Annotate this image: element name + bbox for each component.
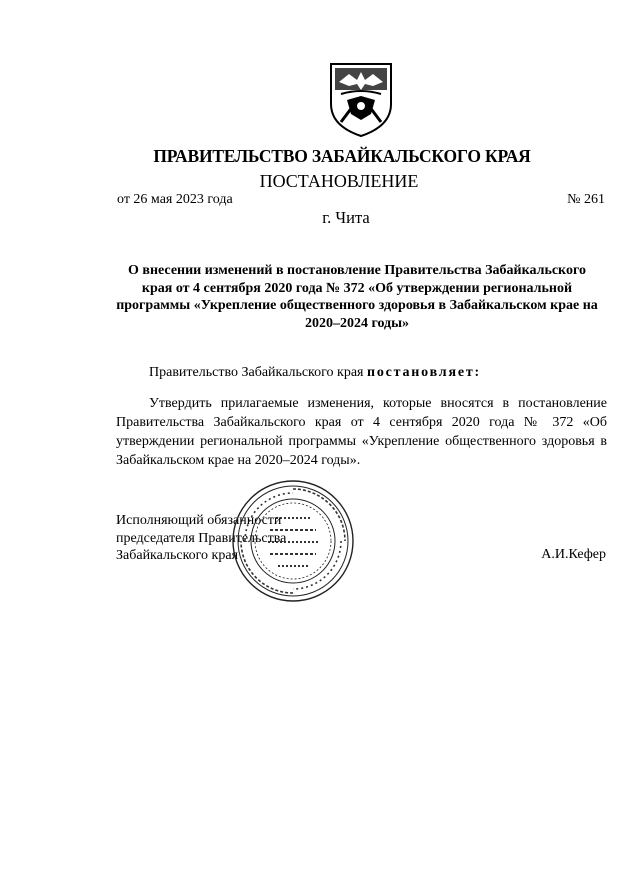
document-type: ПОСТАНОВЛЕНИЕ xyxy=(259,171,419,191)
signer-name: А.И.Кефер xyxy=(541,547,606,562)
signer-line-3: Забайкальского края xyxy=(116,548,239,563)
government-name: ПРАВИТЕЛЬСТВО ЗАБАЙКАЛЬСКОГО КРАЯ xyxy=(153,146,531,166)
document-title: О внесении изменений в постановление Правительства Забайкальского края от 4 сентября 2020 года № 372 «Об утверждении региональной программы «Укрепление общественного здоровья в Забайкальском крае на 2020–2024 годы» xyxy=(116,263,598,331)
decree-verb: постановляет: xyxy=(366,365,481,380)
official-stamp-icon xyxy=(230,478,356,604)
document-number: № 261 xyxy=(567,192,605,207)
signer-line-2: председателя Правительства xyxy=(116,530,287,546)
decree-line xyxy=(149,365,481,381)
coat-of-arms-icon xyxy=(327,60,395,138)
document-body: Утвердить прилагаемые изменения, которые вносятся в постановление Правительства Забайкальского края от 4 сентября 2020 года № 372 «Об утверждении региональной программы «Укрепление общественного здоровья в Забайкальском крае на 2020–2024 годы». xyxy=(116,396,607,468)
decree-subject: Правительство Забайкальского края xyxy=(149,365,364,380)
signer-line-1: Исполняющий обязанности xyxy=(116,513,282,528)
document-date: от 26 мая 2023 года xyxy=(117,192,233,207)
document-city: г. Чита xyxy=(322,208,370,227)
